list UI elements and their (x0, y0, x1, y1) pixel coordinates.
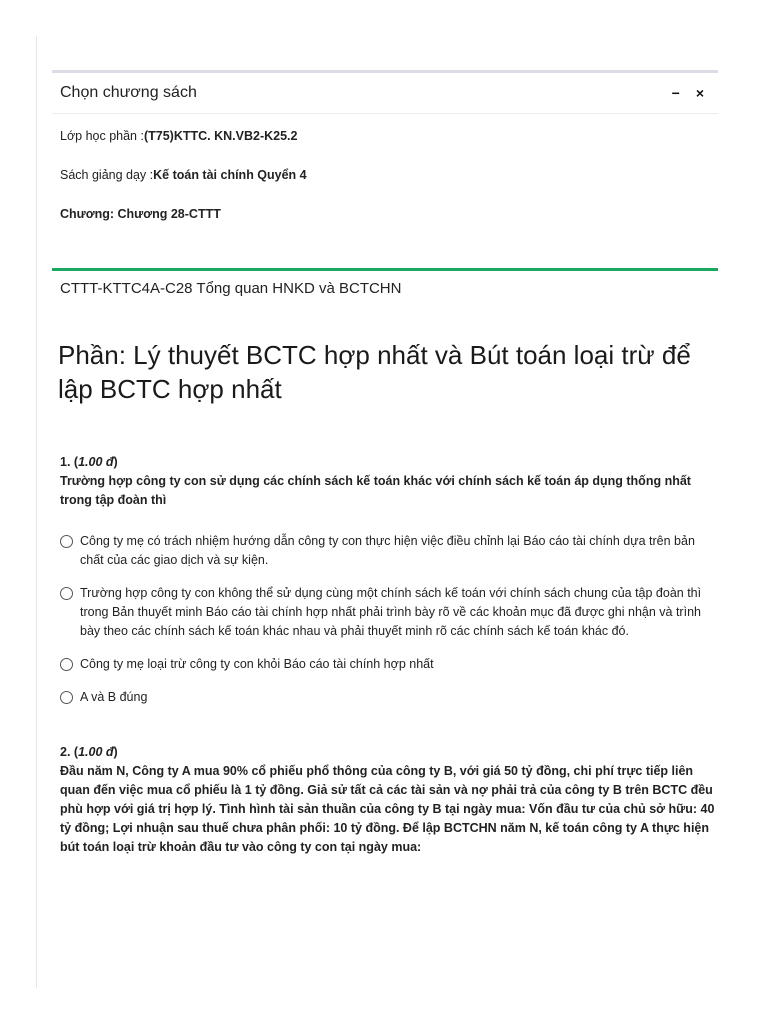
option-label: Công ty mẹ loại trừ công ty con khỏi Báo cáo tài chính hợp nhất (80, 657, 434, 671)
class-value: (T75)KTTC. KN.VB2-K25.2 (143, 128, 298, 143)
option-label: Trường hợp công ty con không thể sử dụng cùng một chính sách kế toán với chính sách chung của tập đoàn thì trong Bản thuyết minh Báo cáo tài chính hợp nhất phải trình bày rõ về các khoản mục đã được ghi nhận và trình bày theo các chính sách kế toán khác nhau và phải thuyết minh rõ các chính sách kế toán khác đó. (80, 586, 702, 638)
panel-actions (672, 86, 704, 100)
question-number: 1. (60, 455, 71, 469)
answer-option-a[interactable] (60, 532, 715, 570)
answer-option-c[interactable] (60, 655, 715, 674)
section-divider (52, 268, 718, 271)
question-number: 2. (60, 745, 71, 759)
book-label: Sách giảng dạy : (60, 167, 154, 182)
radio-button[interactable] (60, 658, 73, 671)
question-text: Đầu năm N, Công ty A mua 90% cổ phiếu phổ thông của công ty B, với giá 50 tỷ đồng, chi phí trực tiếp liên quan đến việc mua cổ phiếu là 1 tỷ đồng. Giả sử tất cả các tài sản và nợ phải trả của công ty B trên BCTC đều phù hợp với giá trị hợp lý. Tình hình tài sản thuần của công ty B tại ngày mua: Vốn đầu tư của chủ sở hữu: 40 tỷ đồng; Lợi nhuận sau thuế chưa phân phối: 10 tỷ đồng. Để lập BCTCHN năm N, kế toán công ty A thực hiện bút toán loại trừ khoản đầu tư vào công ty con tại ngày mua: (60, 764, 715, 854)
question-points: 1.00 đ (78, 745, 114, 759)
question-text: Trường hợp công ty con sử dụng các chính sách kế toán khác với chính sách kế toán áp dụng thống nhất trong tập đoàn thì (60, 474, 691, 507)
radio-button[interactable] (60, 535, 73, 548)
question-points: 1.00 đ (78, 455, 114, 469)
panel-title: Chọn chương sách (60, 84, 197, 101)
class-label: Lớp học phần : (60, 128, 144, 143)
page-left-border (36, 36, 37, 988)
chapter-value: Chương: Chương 28-CTTT (60, 206, 221, 221)
radio-button[interactable] (60, 587, 73, 600)
answer-option-b[interactable] (60, 584, 715, 641)
book-value: Kế toán tài chính Quyển 4 (153, 167, 307, 182)
chapter-select-panel (52, 70, 718, 233)
close-icon[interactable]: × (695, 85, 704, 101)
radio-button[interactable] (60, 691, 73, 704)
question-1 (60, 453, 715, 721)
class-line (60, 116, 710, 155)
panel-header (52, 73, 718, 114)
question-header: 1. (1.00 đ) (60, 455, 118, 469)
subject-title: CTTT-KTTC4A-C28 Tổng quan HNKD và BCTCHN (60, 280, 402, 297)
answer-options (60, 532, 715, 707)
question-2 (60, 743, 715, 857)
question-header: 2. (1.00 đ) (60, 745, 118, 759)
book-line (60, 155, 710, 194)
section-heading: Phần: Lý thuyết BCTC hợp nhất và Bút toán loại trừ để lập BCTC hợp nhất (58, 340, 691, 404)
chapter-line (60, 194, 710, 233)
minimize-icon[interactable]: − (671, 85, 680, 101)
course-meta (52, 116, 718, 233)
answer-option-d[interactable] (60, 688, 715, 707)
option-label: Công ty mẹ có trách nhiệm hướng dẫn công ty con thực hiện việc điều chỉnh lại Báo cáo tài chính dựa trên bản chất của các giao dịch và sự kiện. (80, 534, 695, 567)
option-label: A và B đúng (80, 690, 148, 704)
